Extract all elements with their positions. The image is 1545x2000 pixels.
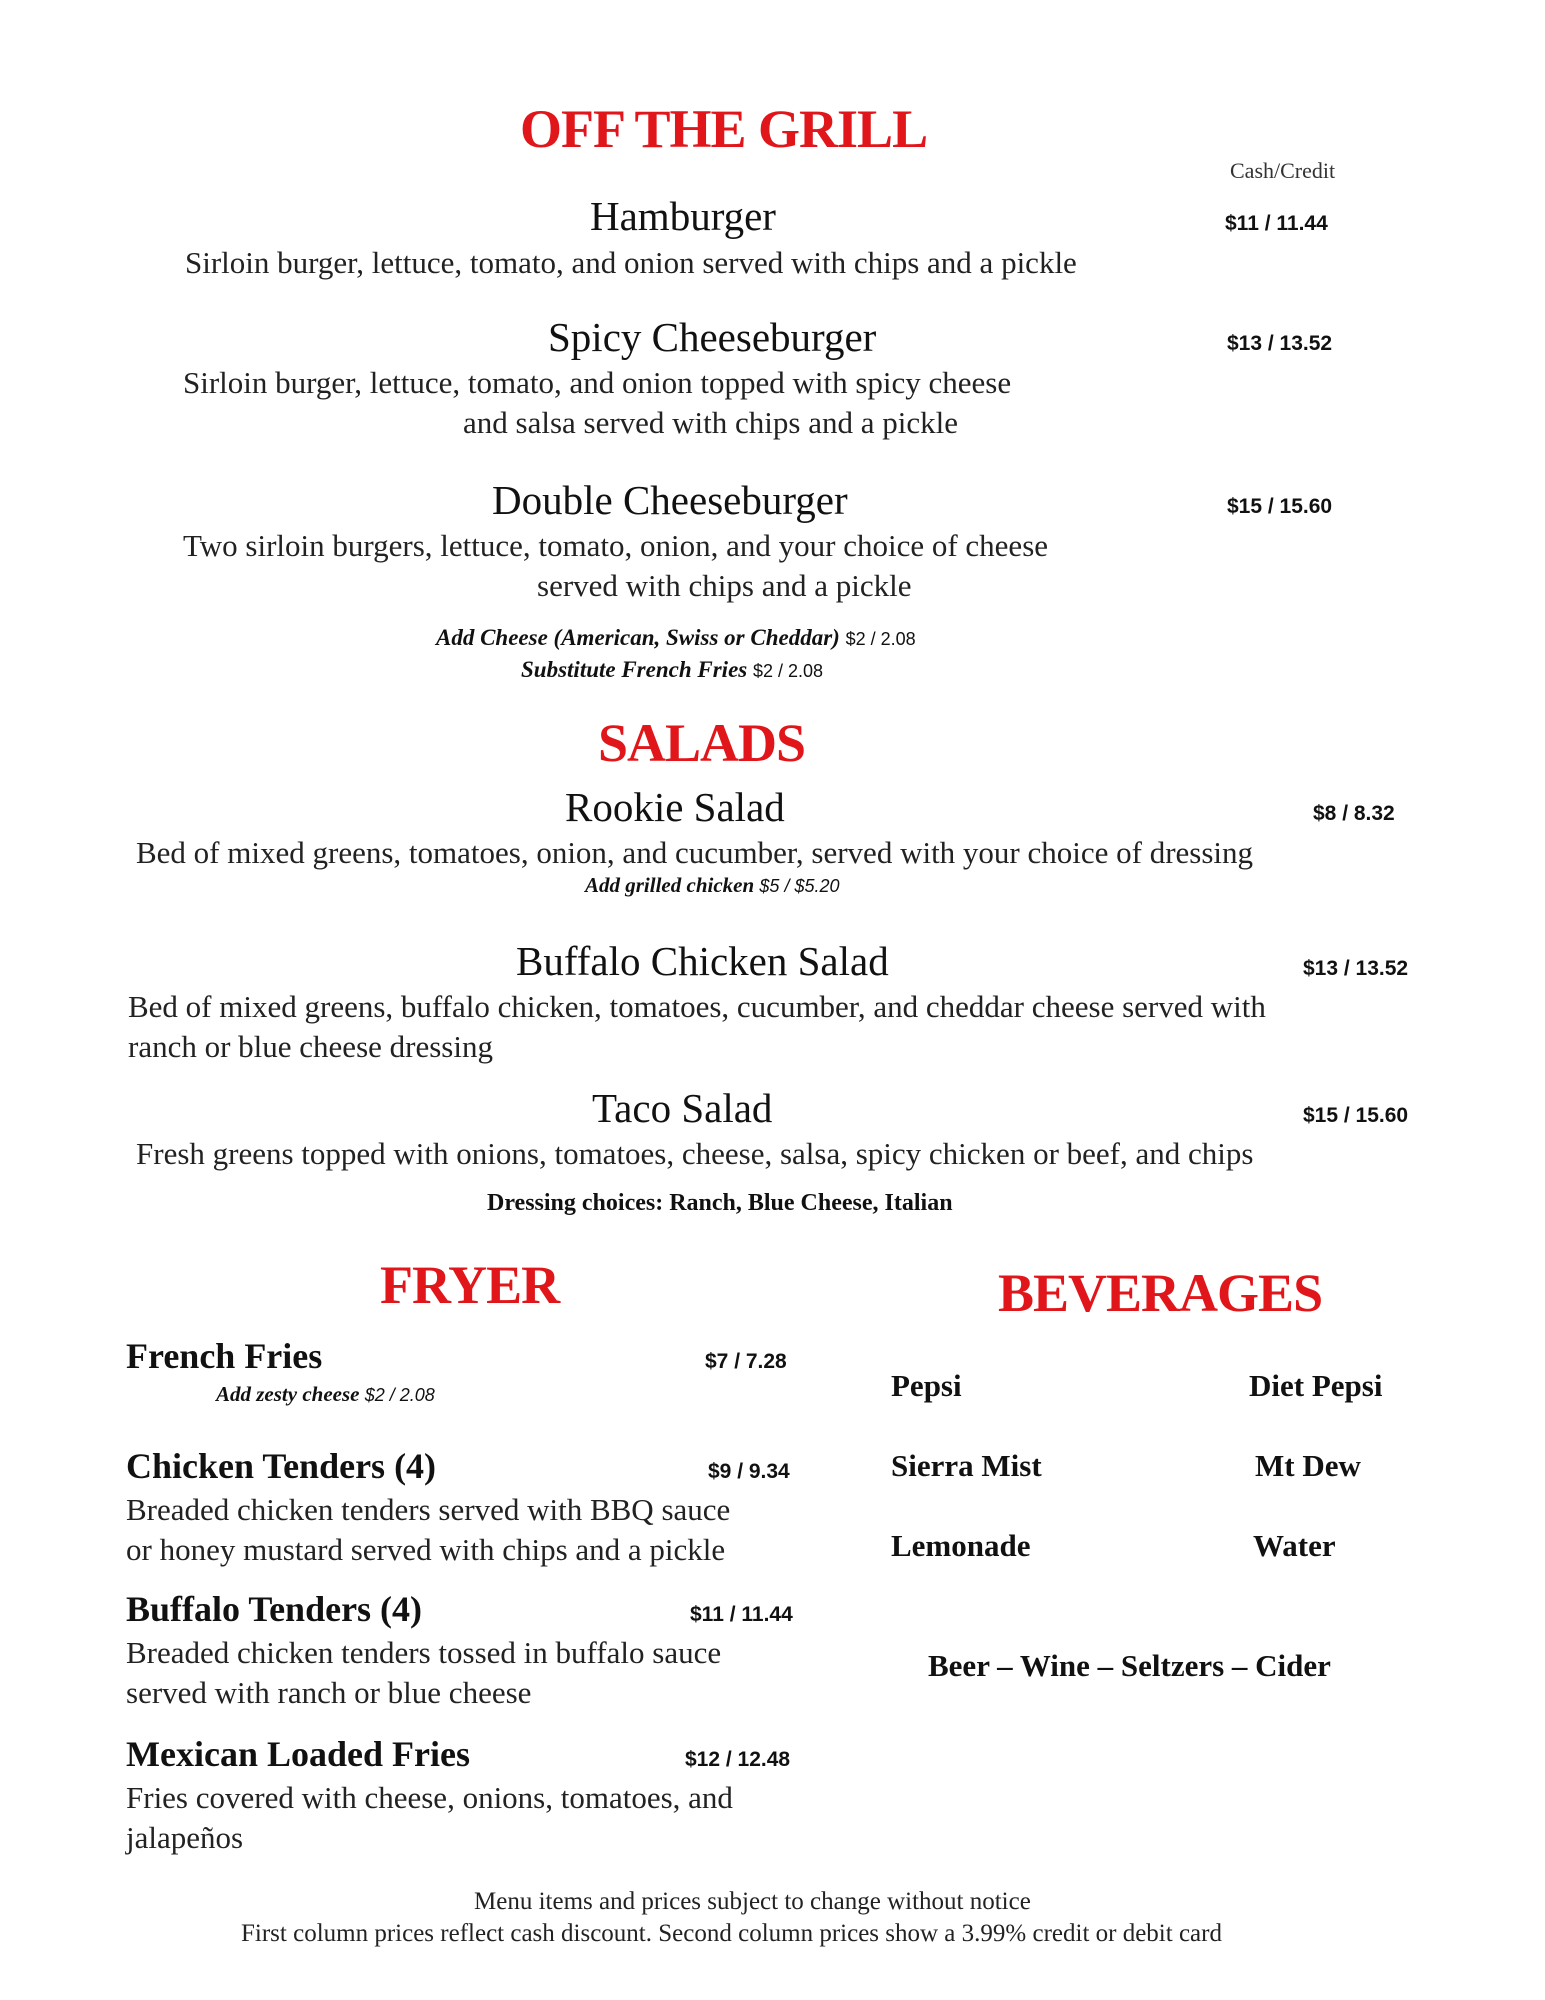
salad-item-desc: Bed of mixed greens, tomatoes, onion, and cucumber, served with your choice of dressing <box>136 835 1254 870</box>
fryer-item-price: $9 / 9.34 <box>708 1460 790 1483</box>
addon-label: Add grilled chicken <box>585 873 755 897</box>
addon-price: $2 / 2.08 <box>364 1385 435 1405</box>
grill-item-desc: Two sirloin burgers, lettuce, tomato, onion, and your choice of cheese <box>183 528 1049 563</box>
salad-item-desc: Fresh greens topped with onions, tomatoes, cheese, salsa, spicy chicken or beef, and chips <box>136 1136 1254 1171</box>
fryer-item-name: Chicken Tenders (4) <box>126 1446 437 1486</box>
salad-item-desc: ranch or blue cheese dressing <box>128 1029 493 1064</box>
grill-item-name: Double Cheeseburger <box>492 477 848 523</box>
grill-addon <box>521 657 823 683</box>
addon-price: $5 / $5.20 <box>759 876 840 896</box>
beverage-item: Mt Dew <box>1255 1448 1361 1483</box>
beverage-item: Water <box>1253 1528 1336 1563</box>
fryer-item-price: $11 / 11.44 <box>690 1603 793 1626</box>
grill-item-desc: Sirloin burger, lettuce, tomato, and onion topped with spicy cheese <box>183 365 1012 400</box>
grill-item-price: $15 / 15.60 <box>1227 495 1333 518</box>
salad-item-price: $13 / 13.52 <box>1303 957 1409 980</box>
fryer-item-desc: Breaded chicken tenders tossed in buffalo sauce <box>126 1635 722 1670</box>
fryer-item-desc: Breaded chicken tenders served with BBQ sauce <box>126 1492 731 1527</box>
salad-item-price: $15 / 15.60 <box>1303 1104 1409 1127</box>
fryer-item-name: Buffalo Tenders (4) <box>126 1589 423 1629</box>
grill-item-name: Hamburger <box>590 193 776 239</box>
fryer-item-desc: served with ranch or blue cheese <box>126 1675 532 1710</box>
fryer-item-desc: or honey mustard served with chips and a pickle <box>126 1532 726 1567</box>
fryer-item-price: $7 / 7.28 <box>705 1350 787 1373</box>
grill-item-name: Spicy Cheeseburger <box>548 314 877 360</box>
addon-label: Add Cheese (American, Swiss or Cheddar) <box>436 625 840 650</box>
salad-item-name: Rookie Salad <box>565 784 785 830</box>
grill-item-desc: Sirloin burger, lettuce, tomato, and onion served with chips and a pickle <box>185 245 1077 280</box>
footer-line: Menu items and prices subject to change without notice <box>474 1888 1031 1915</box>
addon-label: Add zesty cheese <box>216 1382 360 1406</box>
beverages-section-title: BEVERAGES <box>998 1263 1323 1323</box>
fryer-item-price: $12 / 12.48 <box>685 1748 791 1771</box>
salads-section-title: SALADS <box>598 713 806 773</box>
fryer-section-title: FRYER <box>380 1255 560 1315</box>
fryer-item-desc: jalapeños <box>126 1820 244 1855</box>
grill-section-title: OFF THE GRILL <box>520 99 928 159</box>
addon-price: $2 / 2.08 <box>752 661 824 681</box>
grill-addon <box>436 625 916 651</box>
salad-item-price: $8 / 8.32 <box>1313 802 1395 825</box>
fryer-item-desc: Fries covered with cheese, onions, tomatoes, and <box>126 1780 733 1815</box>
addon-price: $2 / 2.08 <box>845 629 916 649</box>
grill-item-desc: served with chips and a pickle <box>537 568 912 603</box>
beverage-item: Sierra Mist <box>891 1448 1042 1483</box>
footer-line: First column prices reflect cash discount. Second column prices show a 3.99% credit or debit card <box>241 1920 1222 1947</box>
grill-item-price: $13 / 13.52 <box>1227 332 1333 355</box>
beverage-item: Diet Pepsi <box>1249 1368 1383 1403</box>
salad-item-name: Buffalo Chicken Salad <box>516 938 889 984</box>
fryer-addon <box>216 1382 435 1407</box>
beverage-item: Pepsi <box>891 1368 962 1403</box>
addon-label: Substitute French Fries <box>521 657 748 682</box>
grill-item-desc: and salsa served with chips and a pickle <box>463 405 958 440</box>
dressing-note: Dressing choices: Ranch, Blue Cheese, Italian <box>487 1190 953 1216</box>
fryer-item-name: Mexican Loaded Fries <box>126 1734 470 1774</box>
grill-item-price: $11 / 11.44 <box>1225 212 1328 235</box>
salad-addon <box>585 873 840 898</box>
salad-item-desc: Bed of mixed greens, buffalo chicken, tomatoes, cucumber, and cheddar cheese served with <box>128 989 1266 1024</box>
price-header: Cash/Credit <box>1230 158 1336 183</box>
beverage-item: Lemonade <box>891 1528 1031 1563</box>
alcohol-note: Beer – Wine – Seltzers – Cider <box>928 1648 1331 1683</box>
salad-item-name: Taco Salad <box>592 1085 773 1131</box>
fryer-item-name: French Fries <box>126 1336 323 1376</box>
